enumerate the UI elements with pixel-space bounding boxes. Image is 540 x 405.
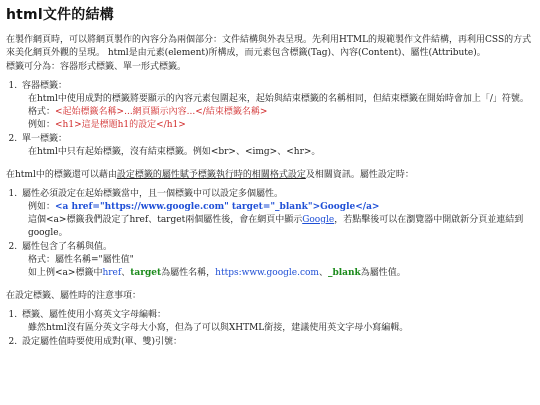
example-value: <h1>這是標題h1的設定</h1> [55,120,186,130]
ex-sep2: 、 [318,268,328,278]
list-item-lowercase [20,309,534,335]
tag-types-list [6,80,534,159]
attribute-example-code: <a href="https://www.google.com" target="_blank">Google</a> [55,202,380,212]
attribute-intro-underlined: 設定標籤的屬性賦予標籤執行時的相關格式設定 [116,170,306,180]
lowercase-heading: 標籤、屬性使用小寫英文字母編輯： [22,310,167,320]
attribute-rule-heading: 屬性必須設定在起始標籤當中，且一個標籤中可以設定多個屬性。 [22,189,284,199]
name-value-heading: 屬性包含了名稱與值。 [22,242,113,252]
ex-href: href [102,268,122,278]
attribute-intro-paragraph [6,169,534,182]
lowercase-description: 雖然html沒有區分英文字母大小寫，但為了可以與XHTML銜接，建議使用英文字母小寫編輯。 [28,323,409,333]
ex-target: target [130,268,162,278]
ex-sep1: 、 [121,268,131,278]
example-label: 例如： [28,120,56,130]
name-value-format: 格式：屬性名稱="屬性值" [28,255,134,265]
attribute-intro-pre: 在html中的標籤還可以藉由 [6,170,117,180]
list-item-quotes [20,336,534,349]
attribute-intro-post: 及相關資訊。屬性設定時： [305,170,414,180]
format-value: <起始標籤名稱>...網頁顯示內容...</結束標籤名稱> [55,107,268,117]
list-item-container-tag [20,80,534,132]
note-pre: 這個<a>標籤我們設定了href、target兩個屬性後，會在網頁中顯示 [28,215,303,225]
ex-end: 為屬性值。 [360,268,406,278]
notes-list [6,309,534,349]
quotes-heading: 設定屬性值時要使用成對(單、雙)引號： [22,337,183,347]
google-link[interactable]: Google [302,215,335,225]
container-tag-description: 在html中使用成對的標籤將要顯示的內容元素包圍起來，起始與結束標籤的名稱相同，但結束標籤在開始時會加上「/」符號。 [28,94,529,104]
attribute-rules-list [6,188,534,280]
attribute-example-label: 例如： [28,202,56,212]
intro-paragraph: 在製作網頁時，可以將網頁製作的內容分為兩個部分：文件結構與外表呈現。先利用HTML的規範製作文件結構，再利用CSS的方式來美化網頁外觀的呈現。 html是由元素(element)所構成，而元素包含標籤(Tag)、內容(Content)、屬性(Attribute)。 [6,35,532,58]
tag-types-paragraph: 標籤可分為：容器形式標籤、單一形式標籤。 [6,62,187,72]
notes-heading-paragraph: 在設定標籤、屬性時的注意事項： [6,291,142,301]
note-post: ，若點擊後可以在瀏覽器中開啟新分頁並連結到google。 [28,215,524,238]
name-value-example [28,267,534,280]
page-title: html文件的結構 [6,7,114,23]
ex-url: https:www.google.com [215,268,319,278]
container-tag-heading: 容器標籤： [22,81,68,91]
ex-blank: _blank [327,268,361,278]
list-item-single-tag [20,133,534,159]
single-tag-heading: 單一標籤： [22,134,68,144]
attribute-example-note [28,214,534,240]
container-tag-example [28,119,534,132]
ex-mid: 為屬性名稱， [161,268,216,278]
list-item-attribute-in-start-tag [20,188,534,240]
list-item-attribute-name-value [20,241,534,280]
single-tag-description: 在html中只有起始標籤，沒有結束標籤。例如<br>、<img>、<hr>。 [28,147,321,157]
ex-pre: 如上例<a>標籤中 [28,268,103,278]
format-label: 格式： [28,107,56,117]
attribute-example [28,201,534,214]
container-tag-format [28,106,534,119]
